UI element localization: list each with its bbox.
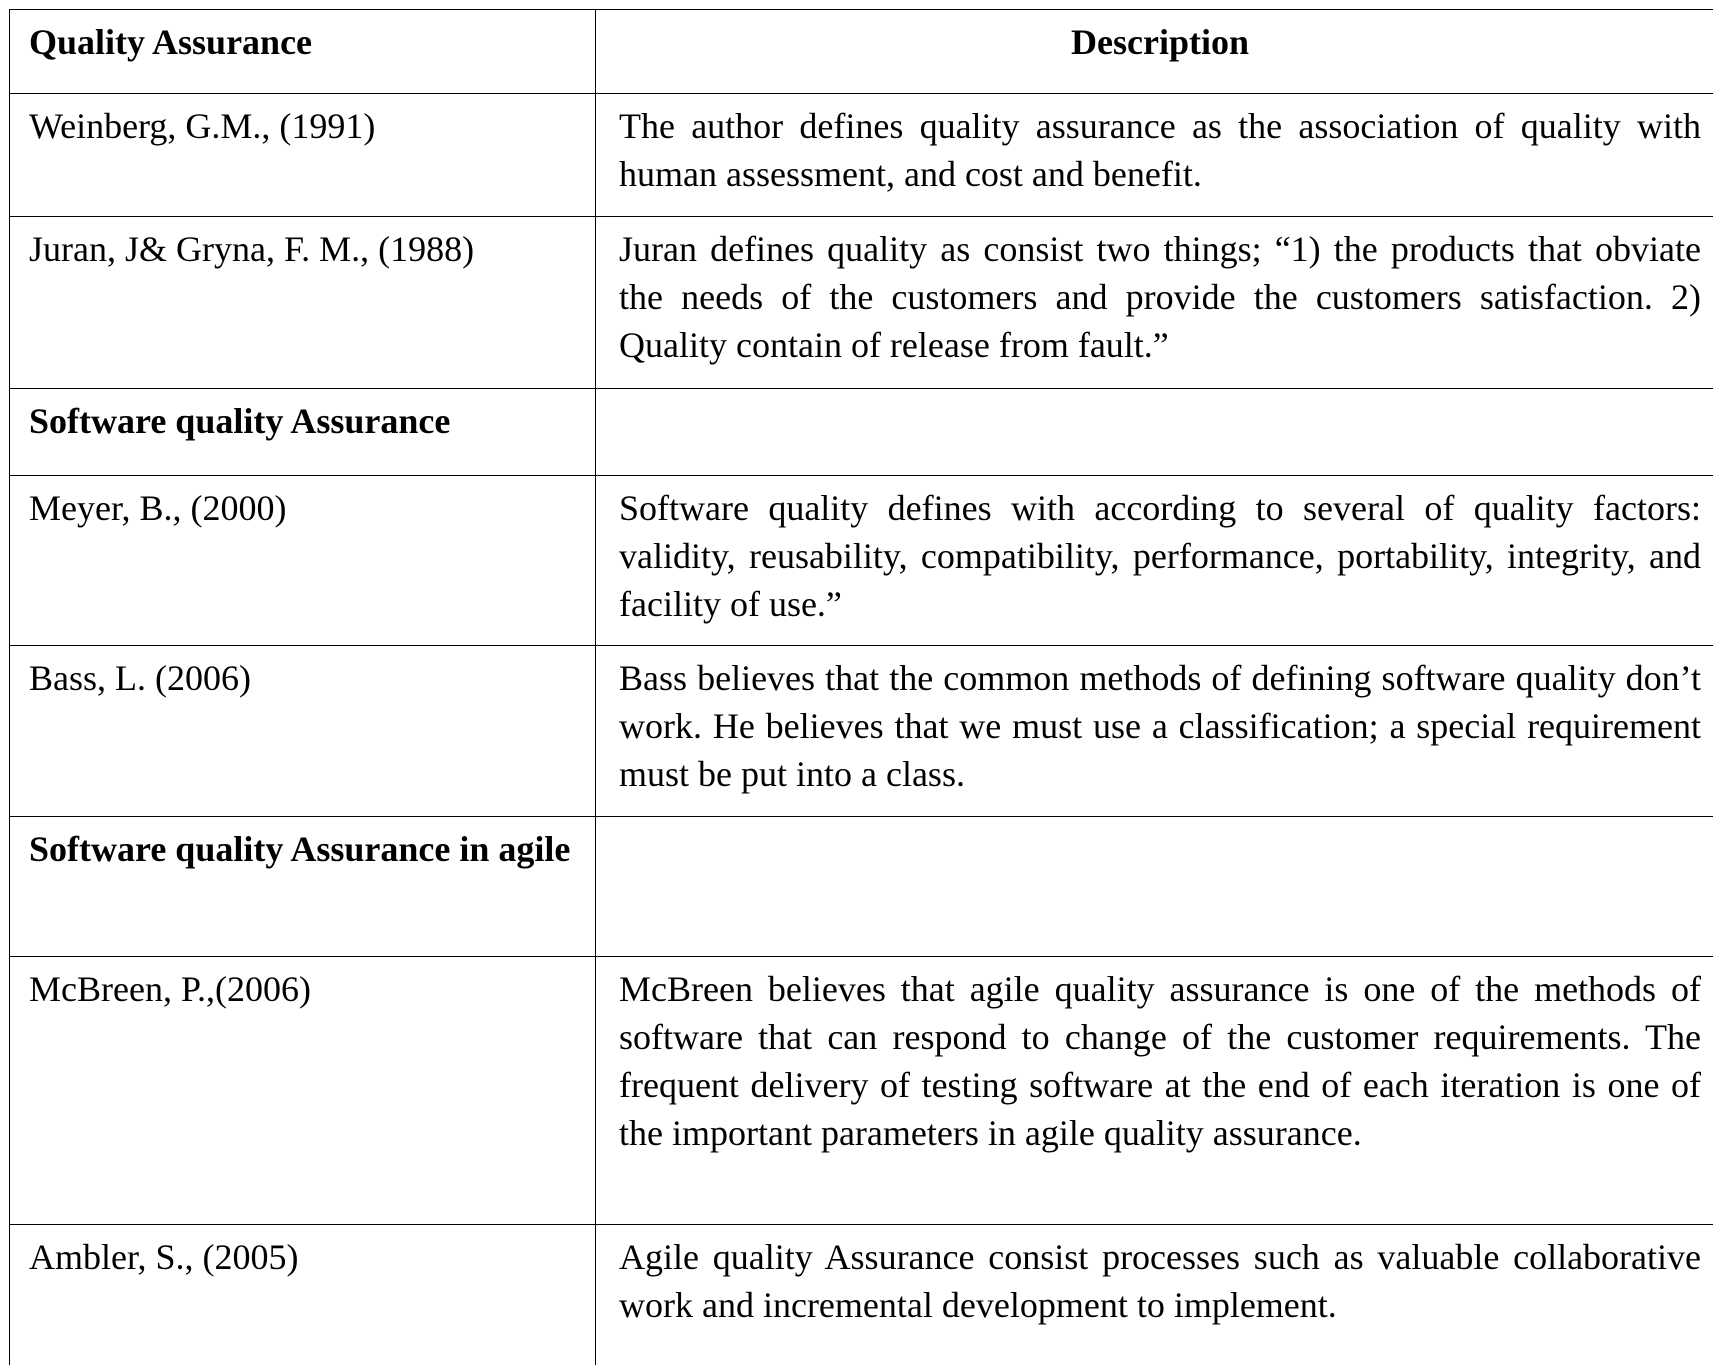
author-cell: McBreen, P.,(2006) (10, 957, 596, 1225)
table-row (10, 94, 1713, 217)
description-cell: Agile quality Assurance consist processes such as valuable collaborative work and incremental development to implement. (596, 1225, 1713, 1365)
section-heading: Software quality Assurance in agile (10, 817, 596, 957)
header-description: Description (596, 10, 1713, 94)
table-row (10, 217, 1713, 389)
description-cell: Juran defines quality as consist two things; “1) the products that obviate the needs of the customers and provide the customers satisfaction. 2) Quality contain of release from fault.” (596, 217, 1713, 389)
section-heading: Software quality Assurance (10, 389, 596, 476)
author-cell: Juran, J& Gryna, F. M., (1988) (10, 217, 596, 389)
description-cell: Software quality defines with according to several of quality factors: validity, reusability, compatibility, performance, portability, integrity, and facility of use.” (596, 476, 1713, 646)
description-cell: Bass believes that the common methods of defining software quality don’t work. He believes that we must use a classification; a special requirement must be put into a class. (596, 646, 1713, 817)
header-quality-assurance: Quality Assurance (10, 10, 596, 94)
table-row (10, 1225, 1713, 1365)
description-cell (596, 817, 1713, 957)
section-row (10, 389, 1713, 476)
table-header-row (10, 10, 1713, 94)
author-cell: Bass, L. (2006) (10, 646, 596, 817)
table-row (10, 476, 1713, 646)
author-cell: Meyer, B., (2000) (10, 476, 596, 646)
literature-table (9, 9, 1713, 1365)
table-row (10, 646, 1713, 817)
author-cell: Weinberg, G.M., (1991) (10, 94, 596, 217)
description-cell: McBreen believes that agile quality assurance is one of the methods of software that can respond to change of the customer requirements. The frequent delivery of testing software at the end of each iteration is one of the important parameters in agile quality assurance. (596, 957, 1713, 1225)
description-cell (596, 389, 1713, 476)
table-row (10, 957, 1713, 1225)
description-cell: The author defines quality assurance as the association of quality with human assessment, and cost and benefit. (596, 94, 1713, 217)
author-cell: Ambler, S., (2005) (10, 1225, 596, 1365)
section-row (10, 817, 1713, 957)
